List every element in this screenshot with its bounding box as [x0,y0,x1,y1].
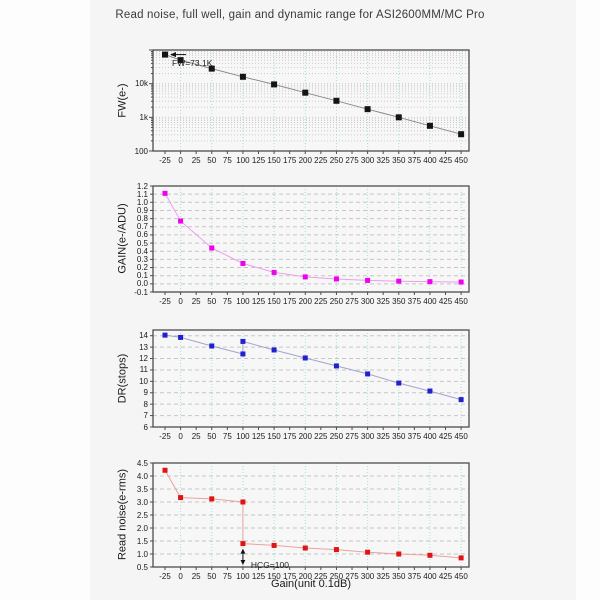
y-tick-label: 0.9 [136,205,148,215]
x-tick-label: 325 [376,571,390,581]
x-tick-label: 0 [178,155,183,165]
read-noise-point [365,550,370,555]
x-tick-label: 125 [251,431,266,441]
x-tick-label: 350 [392,155,406,165]
y-tick-label: 3.5 [136,484,148,494]
x-tick-label: 150 [267,571,281,581]
x-tick-label: 125 [251,296,266,306]
read-noise-point [209,496,214,501]
read-noise-point [303,546,308,551]
y-tick-label: 14 [139,331,148,341]
x-tick-label: 175 [282,571,297,581]
fw-point [333,98,339,104]
fw-point [302,90,308,96]
y-tick-label: 100 [134,146,148,156]
x-tick-label: 75 [222,296,232,306]
x-tick-label: 250 [329,296,344,306]
x-tick-label: 200 [298,431,312,441]
y-tick-label: 10 [139,376,148,386]
x-tick-label: 100 [236,296,250,306]
fw-annotation-label: FW=73.1K [172,57,213,68]
y-tick-label: 4.0 [136,471,148,481]
x-tick-label: 75 [222,155,232,165]
x-tick-label: 25 [191,296,201,306]
x-tick-label: 325 [376,155,390,165]
y-tick-label: 1.5 [136,536,148,546]
y-tick-label: 10k [135,79,148,89]
y-tick-label: -0.1 [134,287,148,297]
x-tick-label: 450 [454,155,468,165]
y-tick-label: 2.0 [136,523,148,533]
x-tick-label: 175 [282,431,297,441]
read-noise-point [240,500,245,505]
y-tick-label: 1.0 [136,549,148,559]
y-tick-label: 0.7 [136,222,148,232]
y-tick-label: 1k [139,112,148,122]
x-tick-label: 450 [454,296,468,306]
x-tick-label: 300 [360,296,375,306]
y-tick-label: 6 [143,422,148,432]
x-tick-label: 275 [345,431,359,441]
x-tick-label: 150 [267,431,281,441]
y-tick-label: 0.1 [136,271,148,281]
x-tick-label: 50 [207,296,217,306]
x-tick-label: 25 [191,431,201,441]
dr-point [209,343,214,348]
read-noise-point [272,543,277,548]
read-noise-point [427,553,432,558]
x-tick-label: 75 [222,431,232,441]
x-tick-label: 225 [314,296,328,306]
fw-point [365,106,371,112]
y-tick-label: 8 [143,399,148,409]
x-tick-label: 100 [236,571,250,581]
x-tick-label: 425 [438,155,453,165]
x-tick-label: 175 [282,155,297,165]
gain-point [178,219,183,224]
gain-point [427,279,432,284]
fw-point [396,114,402,120]
x-tick-label: 400 [423,155,437,165]
x-tick-label: 275 [345,155,359,165]
x-tick-label: 275 [345,571,359,581]
x-tick-label: -25 [159,571,171,581]
x-tick-label: 225 [314,155,328,165]
dr-point [459,397,464,402]
x-tick-label: 50 [207,431,217,441]
gain-point [209,245,214,250]
y-axis-title-fw: FW(e-) [116,83,129,118]
x-tick-label: 150 [267,296,281,306]
y-axis-title-read-noise: Read noise(e-rms) [116,468,129,561]
y-tick-label: 1.0 [136,197,148,207]
x-tick-label: 400 [423,571,437,581]
x-tick-label: 300 [360,431,375,441]
y-tick-label: 13 [139,342,148,352]
dr-point [178,335,183,340]
gain-point [459,280,464,285]
x-tick-label: 0 [178,571,183,581]
y-tick-label: 0.2 [136,263,148,273]
x-tick-label: 350 [392,571,406,581]
x-tick-label: -25 [159,296,171,306]
y-axis-title-dr: DR(stops) [116,353,129,404]
y-tick-label: 0.3 [136,254,148,264]
fw-point [240,74,246,80]
y-tick-label: 2.5 [136,510,148,520]
x-tick-label: 225 [314,431,328,441]
x-tick-label: 200 [298,155,312,165]
x-tick-label: 25 [191,155,201,165]
x-tick-label: 300 [360,571,375,581]
gain-point [334,276,339,281]
x-tick-label: 300 [360,155,375,165]
x-tick-label: 125 [251,155,266,165]
page-title: Read noise, full well, gain and dynamic range for ASI2600MM/MC Pro [115,9,485,21]
y-tick-label: 11 [139,365,148,375]
x-tick-label: 0 [178,431,183,441]
dr-point [334,363,339,368]
x-tick-label: 400 [423,431,437,441]
x-tick-label: 200 [298,296,312,306]
x-tick-label: 125 [251,571,266,581]
y-tick-label: 7 [143,411,148,421]
x-tick-label: 450 [454,571,468,581]
x-tick-label: 400 [423,296,437,306]
x-tick-label: 375 [407,296,422,306]
y-tick-label: 0.0 [136,279,148,289]
dr-point [365,371,370,376]
y-tick-label: 1.1 [136,189,148,199]
gain-point [303,274,308,279]
x-tick-label: -25 [159,431,171,441]
dr-plot-area [153,330,469,427]
y-axis-title-gain: GAIN(e-/ADU) [116,203,129,274]
x-tick-label: 450 [454,431,468,441]
y-tick-label: 0.8 [136,214,148,224]
gain-point [272,270,277,275]
x-tick-label: 250 [329,571,344,581]
y-tick-label: 0.4 [136,246,148,256]
x-tick-label: 100 [236,155,250,165]
y-tick-label: 3.0 [136,497,148,507]
x-tick-label: -25 [159,155,171,165]
x-tick-label: 275 [345,296,359,306]
x-tick-label: 250 [329,431,344,441]
x-tick-label: 325 [376,296,390,306]
dr-point [303,355,308,360]
y-tick-label: 4.5 [136,458,148,468]
y-tick-label: 1.2 [136,181,148,191]
x-tick-label: 425 [438,571,453,581]
read-noise-point [334,547,339,552]
x-tick-label: 350 [392,296,406,306]
fw-point [458,131,464,137]
x-tick-label: 225 [314,571,328,581]
y-tick-label: 0.5 [136,562,148,572]
fw-point [162,52,168,58]
read-noise-point [396,552,401,557]
y-tick-label: 0.6 [136,230,148,240]
dr-point [396,381,401,386]
gain-point [240,261,245,266]
read-noise-point [163,468,168,473]
x-tick-label: 50 [207,571,217,581]
gain-point [365,278,370,283]
y-tick-label: 12 [139,354,148,364]
dr-point [240,339,245,344]
x-tick-label: 350 [392,431,406,441]
fw-point [427,123,433,129]
dr-point [427,389,432,394]
x-tick-label: 50 [207,155,217,165]
x-tick-label: 425 [438,431,453,441]
x-tick-label: 325 [376,431,390,441]
x-tick-label: 75 [222,571,232,581]
x-axis-label: Gain(unit 0.1dB) [270,578,352,590]
dr-point [272,347,277,352]
x-tick-label: 375 [407,431,422,441]
read-noise-point [240,541,245,546]
x-tick-label: 375 [407,571,422,581]
x-tick-label: 425 [438,296,453,306]
hcg-annotation-label: HCG=100 [250,559,289,570]
read-noise-point [178,495,183,500]
dr-point [163,333,168,338]
x-tick-label: 0 [178,296,183,306]
x-tick-label: 375 [407,155,422,165]
x-tick-label: 200 [298,571,312,581]
x-tick-label: 175 [282,296,297,306]
x-tick-label: 150 [267,155,281,165]
x-tick-label: 25 [191,571,201,581]
x-tick-label: 250 [329,155,344,165]
gain-point [163,191,168,196]
y-tick-label: 9 [143,388,148,398]
y-tick-label: 0.5 [136,238,148,248]
fw-point [271,81,277,87]
dr-point [240,351,245,356]
x-tick-label: 100 [236,431,250,441]
read-noise-point [459,555,464,560]
gain-point [396,279,401,284]
